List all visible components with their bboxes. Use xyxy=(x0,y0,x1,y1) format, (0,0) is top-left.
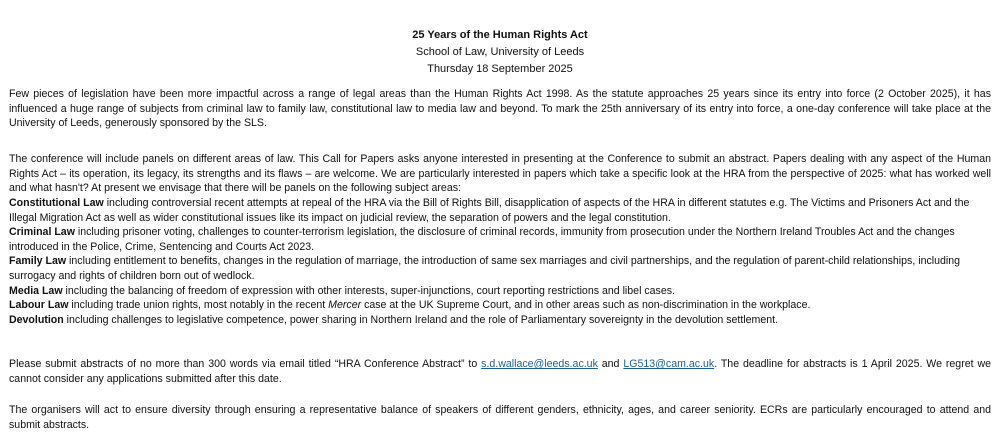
topic-name: Criminal Law xyxy=(9,226,75,239)
email-link-lg513[interactable]: LG513@cam.ac.uk xyxy=(623,358,715,370)
topic-description: including trade union rights, most notably in the recent xyxy=(68,299,329,312)
event-date: Thursday 18 September 2025 xyxy=(427,63,573,75)
topic-name: Devolution xyxy=(9,313,64,326)
document-header xyxy=(0,27,1000,78)
intro-paragraph: Few pieces of legislation have been more impactful across a range of legal areas than the Human Rights Act 1998. As the statute approaches 25 years since its entry into force (2 October 2025), it has influenced a huge range of subjects from criminal law to family law, constitutional law to media law and beyond. To mark the 25th anniversary of its entry into force, a one-day conference will take place at the University of Leeds, generously sponsored by the SLS. xyxy=(9,88,991,130)
topic-description: including entitlement to benefits, changes in the regulation of marriage, the introduction of same sex marriages and civil partnerships, and the regulation of parent-child relationships, including surrogacy and rights of children born out of wedlock. xyxy=(9,255,961,282)
document-title: 25 Years of the Human Rights Act xyxy=(412,29,588,41)
topic-name: Constitutional Law xyxy=(9,197,104,209)
institution: School of Law, University of Leeds xyxy=(415,46,585,58)
topic-family-law xyxy=(9,254,991,283)
submission-conjunction: and xyxy=(597,358,624,370)
topic-name: Family Law xyxy=(9,255,67,268)
diversity-paragraph: The organisers will act to ensure diversity through ensuring a representative balance of speakers of different genders, ethnicity, ages, and career seniority. ECRs are particularly encouraged to attend and submit abstracts. xyxy=(9,404,991,431)
topic-constitutional-law xyxy=(9,196,991,225)
topic-media-law xyxy=(9,284,991,299)
call-paragraph: The conference will include panels on different areas of law. This Call for Papers asks anyone interested in presenting at the Conference to submit an abstract. Papers dealing with any aspect of the Human Rights Act – its operation, its legacy, its strengths and its flaws – are welcome. We are particularly interested in papers which take a specific look at the HRA from the perspective of 2025: what has worked well and what hasn't? At present we envisage that there will be panels on the following subject areas: xyxy=(9,153,991,195)
topic-list xyxy=(9,196,991,327)
submission-deadline-text: . The deadline for abstracts is 1 April 2025. We regret we cannot consider any applications submitted after this date. xyxy=(9,358,991,385)
topic-devolution xyxy=(9,313,991,328)
topic-name: Labour Law xyxy=(9,299,69,312)
topic-description: including challenges to legislative competence, power sharing in Northern Ireland and the role of Parliamentary sovereignty in the devolution settlement. xyxy=(63,313,779,326)
topic-description: including the balancing of freedom of expression with other interests, super-injunctions, court reporting restrictions and libel cases. xyxy=(62,284,675,297)
email-link-wallace[interactable]: s.d.wallace@leeds.ac.uk xyxy=(481,358,598,370)
submission-paragraph xyxy=(9,357,991,386)
topic-description-cont: case at the UK Supreme Court, and in other areas such as non-discrimination in the workplace. xyxy=(361,299,811,312)
topic-description: including controversial recent attempts at repeal of the HRA via the Bill of Rights Bill, disapplication of aspects of the HRA in different statutes e.g. The Victims and Prisoners Act and the Illegal Migration Act as well as wider constitutional issues like its impact on judicial review, the separation of powers and the legal constitution. xyxy=(9,197,970,224)
submission-text: Please submit abstracts of no more than 300 words via email titled “HRA Conference Abstract” to xyxy=(9,358,482,370)
topic-criminal-law xyxy=(9,225,991,254)
topic-description: including prisoner voting, challenges to counter-terrorism legislation, the disclosure of criminal records, immunity from prosecution under the Northern Ireland Troubles Act and the changes introduced in the Police, Crime, Sentencing and Courts Act 2023. xyxy=(9,226,955,253)
case-name: Mercer xyxy=(328,299,362,312)
topic-name: Media Law xyxy=(9,284,63,297)
topic-labour-law xyxy=(9,298,991,313)
